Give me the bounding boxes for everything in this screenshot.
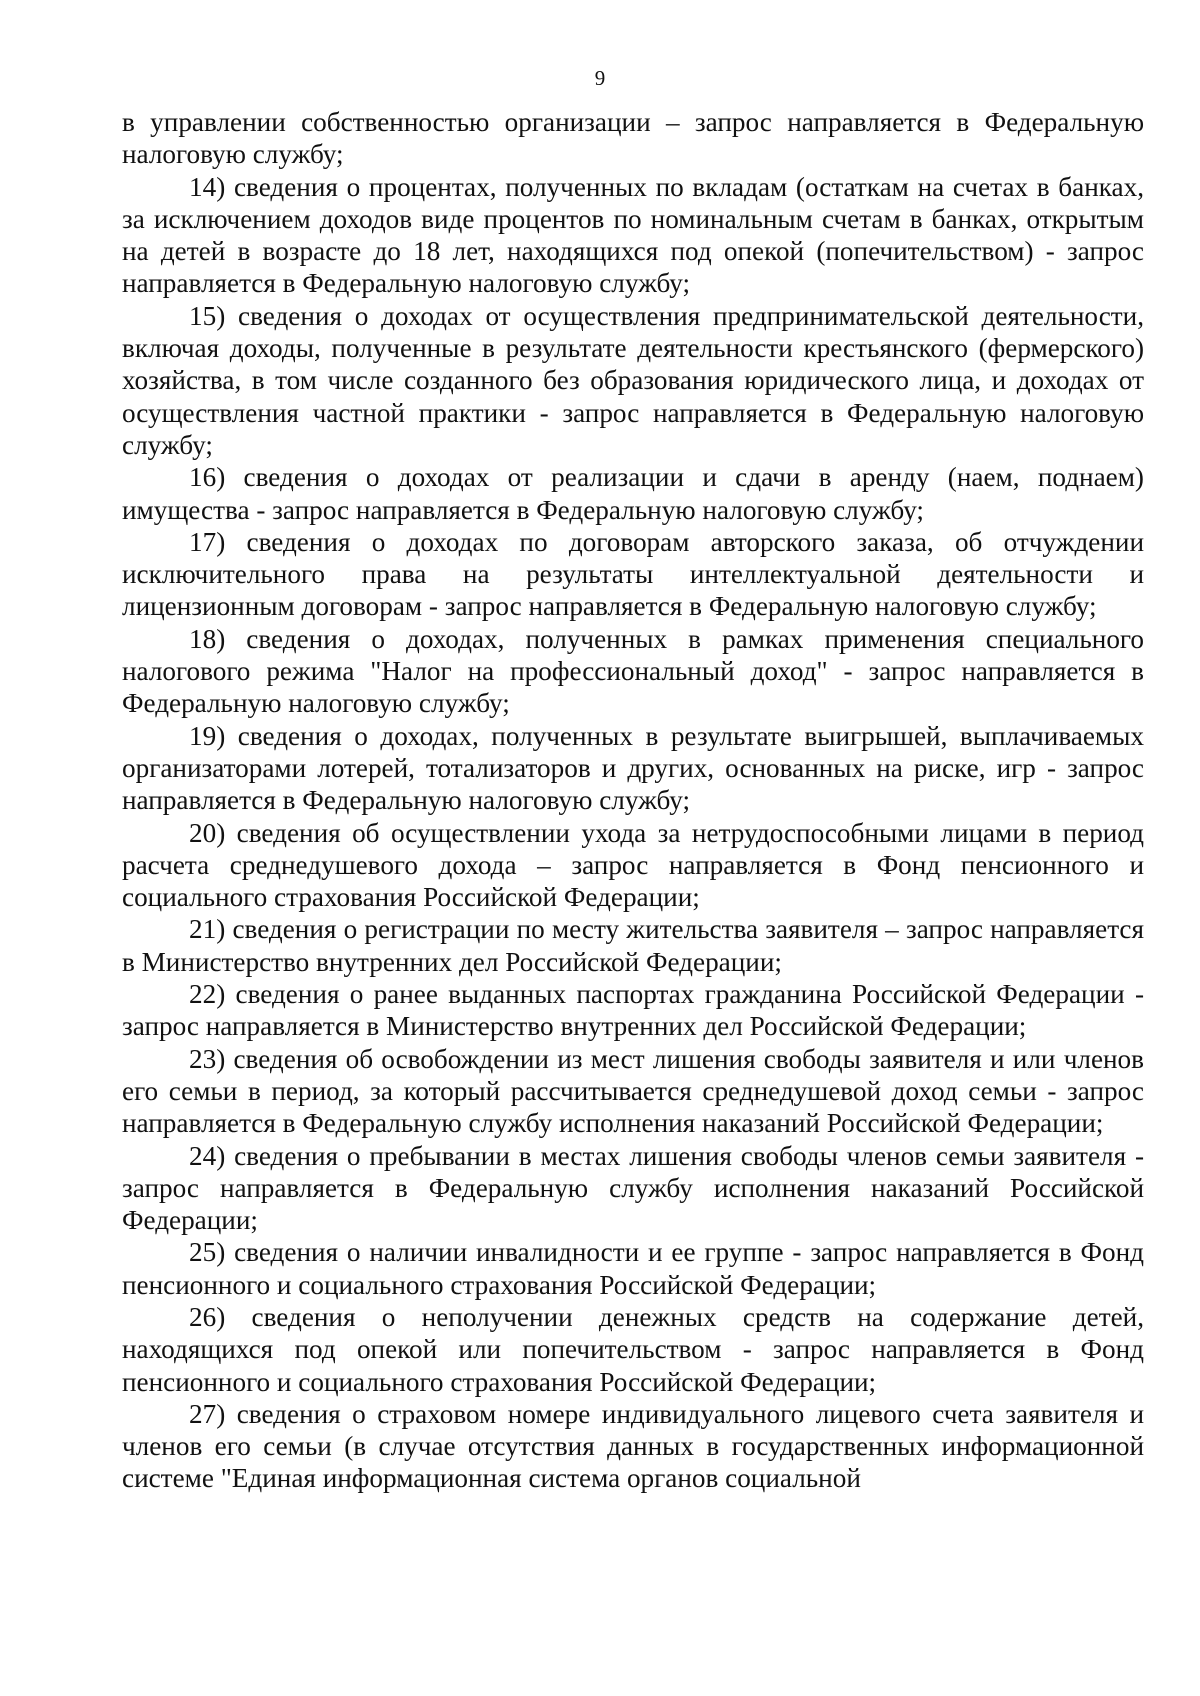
- list-item-14: 14) сведения о процентах, полученных по вкладам (остаткам на счетах в банках, за исключением доходов виде процентов по номинальным счетам в банках, открытым на детей в возрасте до 18 лет, находящихся под опекой (попечительством) - запрос направляется в Федеральную налоговую службу;: [122, 171, 1144, 299]
- list-item-18: 18) сведения о доходах, полученных в рамках применения специального налогового режима "Налог на профессиональный доход" - запрос направляется в Федеральную налоговую службу;: [122, 623, 1144, 719]
- list-item-17: 17) сведения о доходах по договорам авторского заказа, об отчуждении исключительного права на результаты интеллектуальной деятельности и лицензионным договорам - запрос направляется в Федеральную налоговую службу;: [122, 526, 1144, 622]
- list-item-23: 23) сведения об освобождении из мест лишения свободы заявителя и или членов его семьи в период, за который рассчитывается среднедушевой доход семьи - запрос направляется в Федеральную службу исполнения наказаний Российской Федерации;: [122, 1043, 1144, 1139]
- page-number: 9: [594, 66, 606, 90]
- list-item-19: 19) сведения о доходах, полученных в результате выигрышей, выплачиваемых организаторами лотерей, тотализаторов и других, основанных на риске, игр - запрос направляется в Федеральную налоговую службу;: [122, 720, 1144, 816]
- list-item-15: 15) сведения о доходах от осуществления предпринимательской деятельности, включая доходы, полученные в результате деятельности крестьянского (фермерского) хозяйства, в том числе созданного без образования юридического лица, и доходах от осуществления частной практики - запрос направляется в Федеральную налоговую службу;: [122, 300, 1144, 460]
- list-item-20: 20) сведения об осуществлении ухода за нетрудоспособными лицами в период расчета среднедушевого дохода – запрос направляется в Фонд пенсионного и социального страхования Российской Федерации;: [122, 817, 1144, 913]
- list-item-27: 27) сведения о страховом номере индивидуального лицевого счета заявителя и членов его семьи (в случае отсутствия данных в государственных информационной системе "Единая информационная система органов социальной: [122, 1398, 1144, 1494]
- list-item-24: 24) сведения о пребывании в местах лишения свободы членов семьи заявителя - запрос направляется в Федеральную службу исполнения наказаний Российской Федерации;: [122, 1140, 1144, 1236]
- document-body: [122, 106, 1144, 1495]
- list-item-21: 21) сведения о регистрации по месту жительства заявителя – запрос направляется в Министерство внутренних дел Российской Федерации;: [122, 914, 1144, 977]
- list-item-22: 22) сведения о ранее выданных паспортах гражданина Российской Федерации - запрос направляется в Министерство внутренних дел Российской Федерации;: [122, 979, 1144, 1042]
- list-item-26: 26) сведения о неполучении денежных средств на содержание детей, находящихся под опекой или попечительством - запрос направляется в Фонд пенсионного и социального страхования Российской Федерации;: [122, 1301, 1144, 1397]
- list-item-25: 25) сведения о наличии инвалидности и ее группе - запрос направляется в Фонд пенсионного и социального страхования Российской Федерации;: [122, 1237, 1144, 1300]
- list-item-16: 16) сведения о доходах от реализации и сдачи в аренду (наем, поднаем) имущества - запрос направляется в Федеральную налоговую службу;: [122, 462, 1144, 525]
- paragraph-continuation: в управлении собственностью организации – запрос направляется в Федеральную налоговую службу;: [122, 107, 1144, 170]
